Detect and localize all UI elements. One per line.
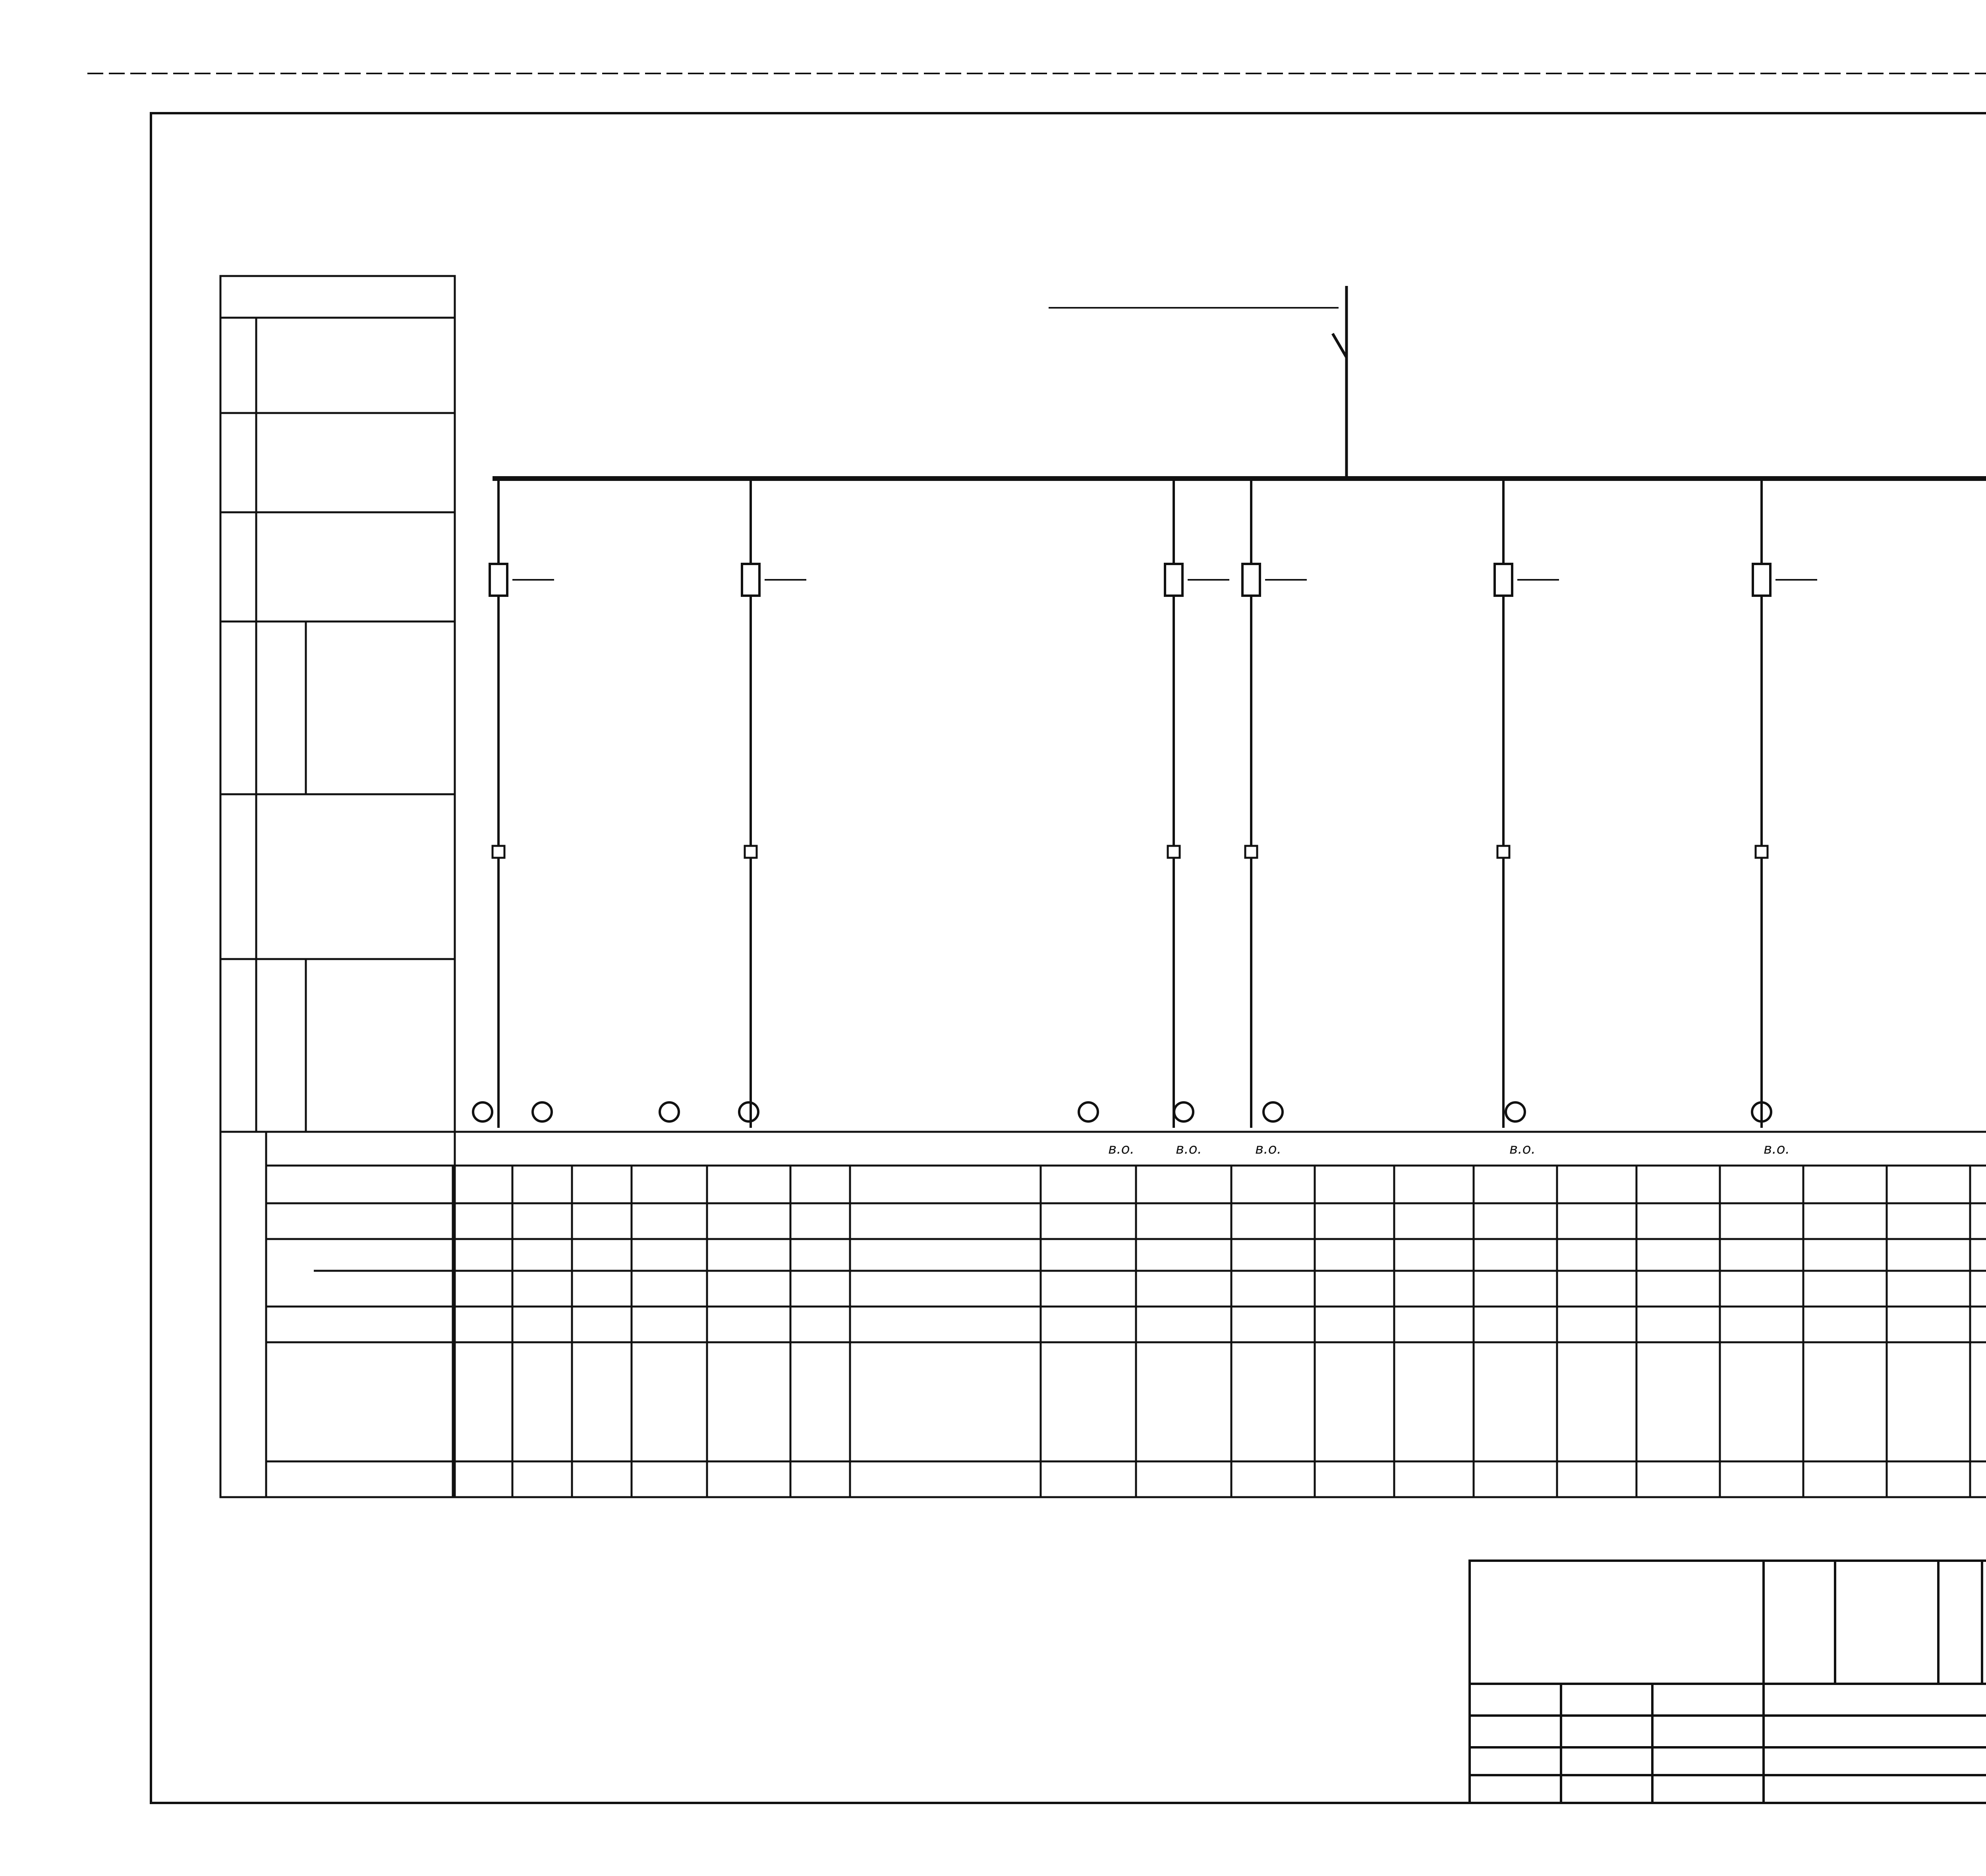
cable-group — [1108, 1141, 1790, 1157]
motor-symbol — [1263, 1102, 1283, 1121]
fuse-symbol — [1753, 564, 1770, 596]
contactor-symbol — [1756, 846, 1768, 858]
motor-symbol — [739, 1102, 758, 1121]
vibration-base-mark: в.о. — [1255, 1141, 1282, 1157]
consumer-columns — [473, 1102, 1986, 1497]
motor-symbol — [1079, 1102, 1098, 1121]
motor-symbol — [1174, 1102, 1193, 1121]
fuse-symbol — [1495, 564, 1512, 596]
contactor-symbol — [745, 846, 757, 858]
fuse-symbol — [490, 564, 507, 596]
contactor-symbol — [1497, 846, 1509, 858]
motor-symbol — [660, 1102, 679, 1121]
vibration-base-mark: в.о. — [1764, 1141, 1790, 1157]
vibration-base-mark: в.о. — [1509, 1141, 1536, 1157]
contactor-symbol — [493, 846, 504, 858]
contactor-symbol — [1245, 846, 1257, 858]
motor-symbol — [1506, 1102, 1525, 1121]
vibration-base-mark: в.о. — [1108, 1141, 1135, 1157]
contactor-symbol — [1168, 846, 1180, 858]
fuse-symbol — [1242, 564, 1260, 596]
motor-symbol — [533, 1102, 552, 1121]
fuse-symbol — [742, 564, 759, 596]
motor-symbol — [473, 1102, 492, 1121]
fuse-symbol — [1165, 564, 1182, 596]
vibration-base-mark: в.о. — [1176, 1141, 1202, 1157]
